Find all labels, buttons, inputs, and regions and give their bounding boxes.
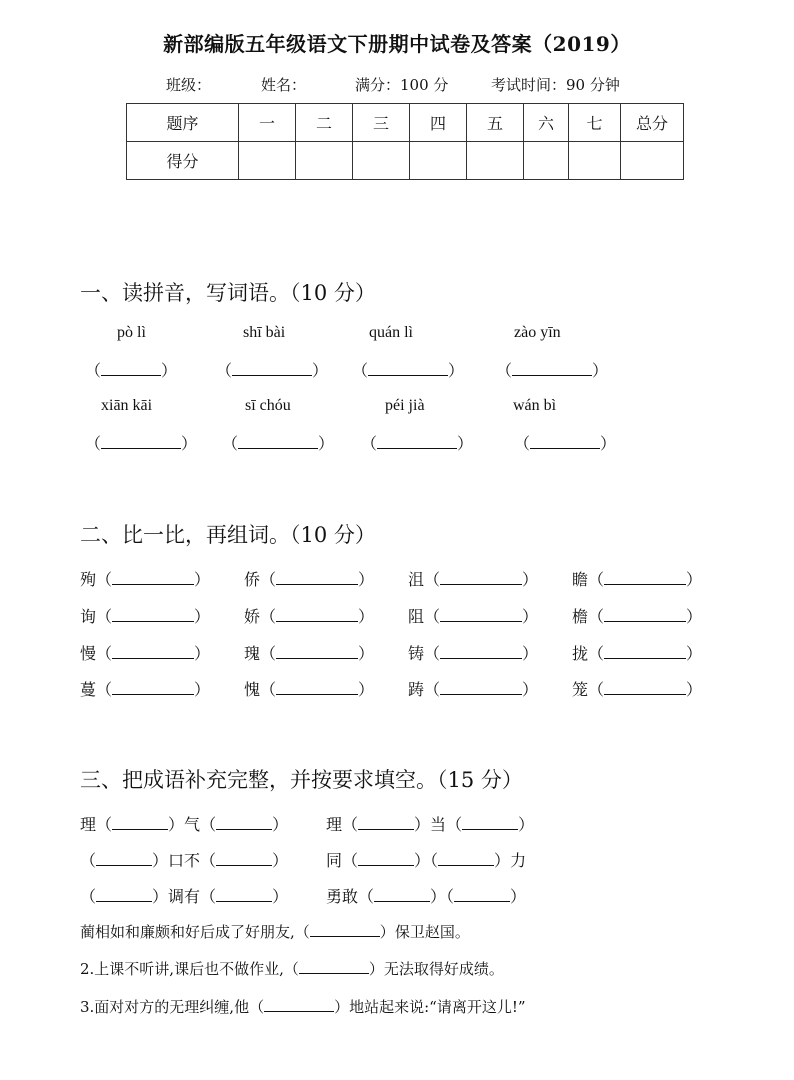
word-group-item[interactable]: 阻（ ） <box>408 607 539 626</box>
score-cell: 五 <box>467 104 524 142</box>
word-group-item[interactable]: 蔓（ ） <box>80 680 211 699</box>
pinyin-item: xiān kāi <box>101 397 153 414</box>
idiom-line[interactable]: 理（ ）气（ ） <box>80 815 289 834</box>
pinyin-item: péi jià <box>385 397 425 414</box>
score-cell: 一 <box>239 104 296 142</box>
word-group-item[interactable]: 殉（ ） <box>80 570 211 589</box>
word-group-item[interactable]: 瑰（ ） <box>244 644 375 663</box>
score-input-cell[interactable] <box>621 142 684 180</box>
score-cell: 题序 <box>127 104 239 142</box>
answer-blank[interactable]: （ ） <box>361 434 474 453</box>
section-3-title: 三、把成语补充完整，并按要求填空。（15 分） <box>80 768 523 792</box>
pinyin-item: zào yīn <box>514 324 561 341</box>
word-group-item[interactable]: 拢（ ） <box>572 644 703 663</box>
score-input-cell[interactable] <box>296 142 353 180</box>
score-input-cell[interactable] <box>353 142 410 180</box>
idiom-line[interactable]: （ ）调有（ ） <box>80 887 289 906</box>
score-cell: 得分 <box>127 142 239 180</box>
word-group-item[interactable]: 铸（ ） <box>408 644 539 663</box>
score-table-score-row <box>127 142 684 180</box>
word-group-item[interactable]: 瞻（ ） <box>572 570 703 589</box>
answer-blank[interactable]: （ ） <box>85 434 198 453</box>
word-group-item[interactable]: 侨（ ） <box>244 570 375 589</box>
score-table <box>126 103 684 180</box>
pinyin-item: sī chóu <box>245 397 291 414</box>
score-input-cell[interactable] <box>410 142 467 180</box>
word-group-item[interactable]: 檐（ ） <box>572 607 703 626</box>
idiom-line[interactable]: 同（ ）（ ）力 <box>326 851 527 870</box>
idiom-line[interactable]: （ ）口不（ ） <box>80 851 289 870</box>
fill-question-1[interactable]: 蔺相如和廉颇和好后成了好朋友,（ ）保卫赵国。 <box>80 923 470 941</box>
class-label: 班级： <box>166 76 212 94</box>
pinyin-item: shī bài <box>243 324 286 341</box>
idiom-line[interactable]: 勇敢（ ）（ ） <box>326 887 527 906</box>
word-group-item[interactable]: 踌（ ） <box>408 680 539 699</box>
score-table-header-row <box>127 104 684 142</box>
score-cell: 七 <box>569 104 621 142</box>
score-input-cell[interactable] <box>569 142 621 180</box>
answer-blank[interactable]: （ ） <box>222 434 335 453</box>
pinyin-item: quán lì <box>369 324 413 341</box>
exam-time-label: 考试时间：90 分钟 <box>491 76 620 94</box>
word-group-item[interactable]: 慢（ ） <box>80 644 211 663</box>
score-input-cell[interactable] <box>467 142 524 180</box>
pinyin-item: pò lì <box>117 324 146 341</box>
section-2-title: 二、比一比，再组词。（10 分） <box>80 523 376 547</box>
answer-blank[interactable]: （ ） <box>496 361 609 380</box>
score-cell: 总分 <box>621 104 684 142</box>
answer-blank[interactable]: （ ） <box>514 434 617 453</box>
answer-blank[interactable]: （ ） <box>352 361 465 380</box>
score-cell: 二 <box>296 104 353 142</box>
score-cell: 三 <box>353 104 410 142</box>
answer-blank[interactable]: （ ） <box>216 361 329 380</box>
fill-question-2[interactable]: 2.上课不听讲,课后也不做作业,（ ）无法取得好成绩。 <box>80 960 504 978</box>
fill-question-3[interactable]: 3.面对对方的无理纠缠,他（ ）地站起来说:“请离开这儿!” <box>80 998 526 1016</box>
score-input-cell[interactable] <box>239 142 296 180</box>
page-title: 新部编版五年级语文下册期中试卷及答案（2019） <box>163 32 631 56</box>
idiom-line[interactable]: 理（ ）当（ ） <box>326 815 535 834</box>
section-1-title: 一、读拼音，写词语。（10 分） <box>80 281 376 305</box>
score-input-cell[interactable] <box>524 142 569 180</box>
answer-blank[interactable]: （ ） <box>85 361 178 380</box>
score-cell: 六 <box>524 104 569 142</box>
word-group-item[interactable]: 询（ ） <box>80 607 211 626</box>
word-group-item[interactable]: 愧（ ） <box>244 680 375 699</box>
name-label: 姓名： <box>261 76 307 94</box>
word-group-item[interactable]: 沮（ ） <box>408 570 539 589</box>
word-group-item[interactable]: 笼（ ） <box>572 680 703 699</box>
pinyin-item: wán bì <box>513 397 557 414</box>
full-score-label: 满分：100 分 <box>355 76 449 94</box>
word-group-item[interactable]: 娇（ ） <box>244 607 375 626</box>
score-cell: 四 <box>410 104 467 142</box>
